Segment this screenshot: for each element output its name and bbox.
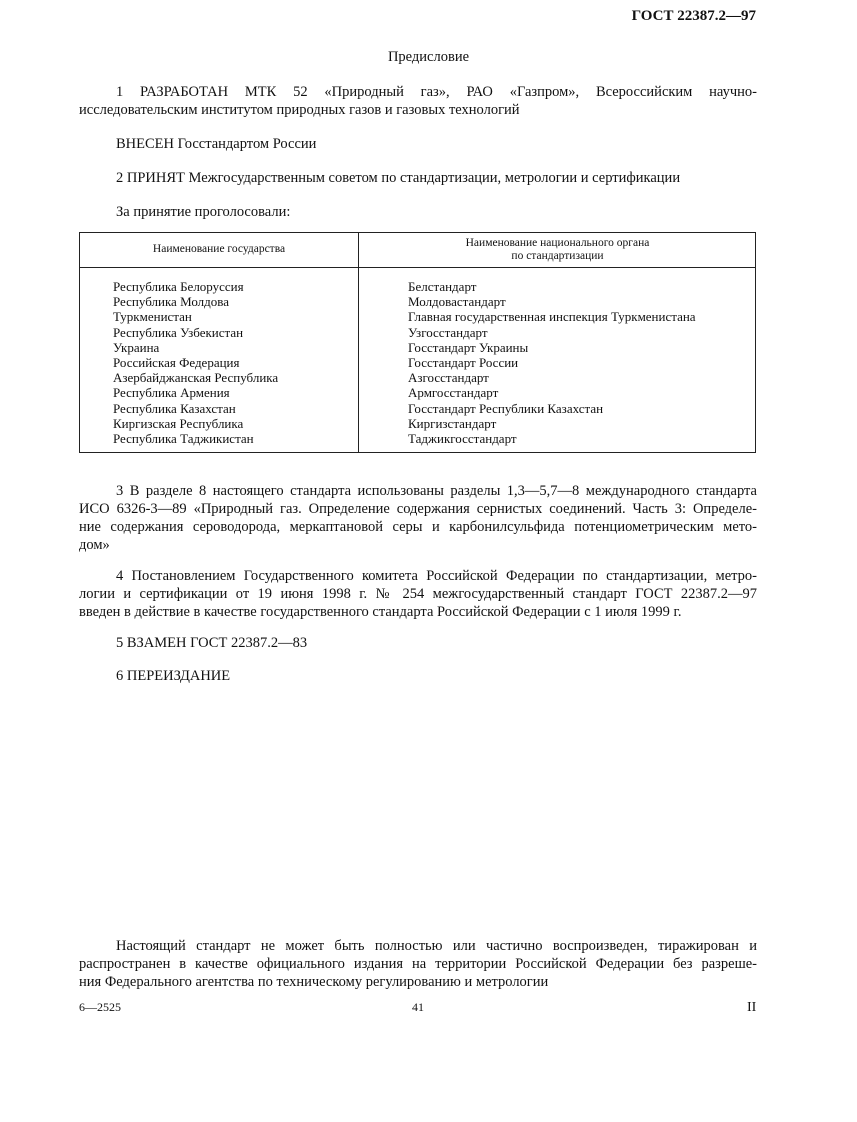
document-code: ГОСТ 22387.2—97 [631,8,756,24]
table-cell-body: Узгосстандарт [408,324,488,340]
table-cell-state: Республика Белоруссия [113,279,244,294]
section-4-line-2: логии и сертификации от 19 июня 1998 г. № 254 межгосударственный стандарт ГОСТ 22387.2—97 [79,586,757,602]
table-header-state: Наименование государства [152,243,286,255]
section-2: 2 ПРИНЯТ Межгосударственным советом по стандартизации, метрологии и сертификации [116,170,681,186]
table-cell-body: Молдовастандарт [408,294,506,310]
table-cell-body: Белстандарт [408,279,477,294]
section-4-line-3: введен в действие в качестве государственного стандарта Российской Федерации с 1 июля 1999 г. [79,604,682,620]
table-header-body-line-2: по стандартизации [511,250,604,262]
section-4-line-1: 4 Постановлением Государственного комитета Российской Федерации по стандартизации, метро- [116,568,757,584]
table-column-states [113,279,278,446]
section-1 [79,83,757,119]
table-header-body [358,237,757,263]
table-header-divider [80,267,755,268]
table-cell-state: Республика Узбекистан [113,324,244,340]
table-cell-body: Таджикгосстандарт [408,431,517,447]
table-header-body-line-1: Наименование национального органа [465,237,650,249]
table-cell-state: Республика Казахстан [113,400,236,416]
notice-line-1: Настоящий стандарт не может быть полностью или частично воспроизведен, тиражирован и [116,938,757,954]
table-cell-body: Главная государственная инспекция Туркменистана [408,309,696,325]
table-cell-state: Азербайджанская Республика [113,370,279,386]
section-4 [79,567,757,621]
footer-page-number: 41 [412,1000,424,1014]
table-column-divider [358,233,359,452]
section-6: 6 ПЕРЕИЗДАНИЕ [116,668,231,684]
table-cell-state: Российская Федерация [113,355,240,371]
copyright-notice [79,937,757,991]
table-cell-state: Республика Таджикистан [113,431,254,447]
table-cell-state: Туркменистан [113,309,192,325]
table-cell-body: Госстандарт Украины [408,339,529,355]
notice-line-2: распространен в качестве официального издания на территории Российской Федерации без разреше- [79,956,757,972]
table-cell-body: Киргизстандарт [408,415,497,431]
table-cell-body: Госстандарт России [408,355,519,371]
footer-print-code: 6—2525 [79,1000,121,1014]
table-cell-state: Украина [113,339,160,355]
table-column-bodies [408,279,696,446]
section-3-line-1: 3 В разделе 8 настоящего стандарта использованы разделы 1,3—5,7—8 международного стандарта [116,483,757,499]
table-cell-body: Армгосстандарт [408,385,499,401]
section-5: 5 ВЗАМЕН ГОСТ 22387.2—83 [116,635,308,651]
page-title: Предисловие [387,49,470,65]
section-3-line-3: ние содержания сероводорода, меркаптановой серы и карбонилсульфида потенциометрическим мето- [79,519,757,535]
footer-section-mark: II [747,1000,757,1015]
section-1-line-1: 1 РАЗРАБОТАН МТК 52 «Природный газ», РАО «Газпром», Всероссийским научно- [116,84,757,100]
table-cell-state: Республика Молдова [113,294,229,310]
section-1-line-2: исследовательским институтом природных газов и газовых технологий [79,102,520,118]
table-cell-state: Республика Армения [113,385,230,401]
voting-table [79,232,756,453]
voted-label: За принятие проголосовали: [116,204,291,220]
section-3-line-2: ИСО 6326-3—89 «Природный газ. Определение содержания сернистых соединений. Часть 3: Определе- [79,501,757,517]
table-cell-body: Азгосстандарт [408,370,489,386]
section-3-line-4: дом» [79,537,110,553]
table-cell-state: Киргизская Республика [113,415,244,431]
section-3 [79,482,757,554]
introduced-by: ВНЕСЕН Госстандартом России [116,136,317,152]
table-cell-body: Госстандарт Республики Казахстан [408,400,604,416]
notice-line-3: ния Федерального агентства по техническому регулированию и метрологии [79,974,549,990]
